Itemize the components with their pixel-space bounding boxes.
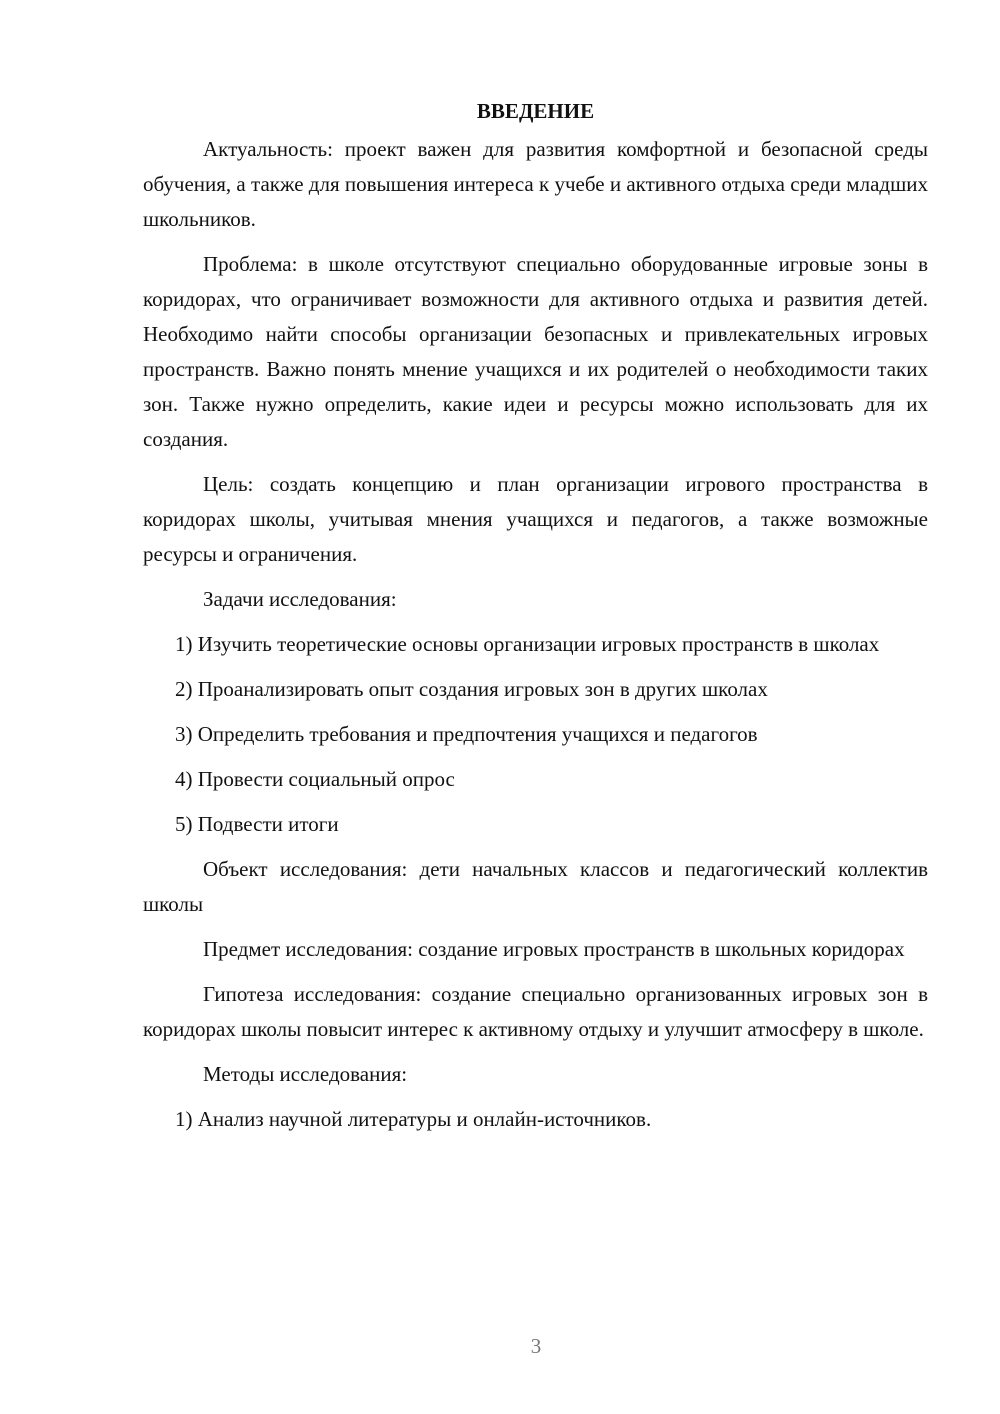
object-paragraph: Объект исследования: дети начальных классов и педагогический коллектив школы: [143, 857, 928, 916]
document-page: [143, 96, 928, 1147]
task-item: 5) Подвести итоги: [175, 812, 339, 836]
section-heading: ВВЕДЕНИЕ: [476, 99, 595, 123]
task-item: 3) Определить требования и предпочтения учащихся и педагогов: [175, 722, 758, 746]
page-number: 3: [530, 1334, 542, 1358]
hypothesis-paragraph: Гипотеза исследования: создание специально организованных игровых зон в коридорах школы повысит интерес к активному отдыху и улучшит атмосферу в школе.: [143, 982, 928, 1041]
methods-heading: Методы исследования:: [203, 1062, 408, 1086]
task-item: 2) Проанализировать опыт создания игровых зон в других школах: [175, 677, 768, 701]
method-item: 1) Анализ научной литературы и онлайн-источников.: [175, 1107, 652, 1131]
task-item: 1) Изучить теоретические основы организации игровых пространств в школах: [175, 632, 880, 656]
goal-paragraph: Цель: создать концепцию и план организации игрового пространства в коридорах школы, учитывая мнения учащихся и педагогов, а также возможные ресурсы и ограничения.: [143, 472, 928, 566]
subject-paragraph: Предмет исследования: создание игровых пространств в школьных коридорах: [203, 937, 905, 961]
problem-paragraph: Проблема: в школе отсутствуют специально оборудованные игровые зоны в коридорах, что ограничивает возможности для активного отдыха и развития детей. Необходимо найти способы организации безопасных и привлекательных игровых пространств. Важно понять мнение учащихся и их родителей о необходимости таких зон. Также нужно определить, какие идеи и ресурсы можно использовать для их создания.: [143, 252, 928, 451]
relevance-paragraph: Актуальность: проект важен для развития комфортной и безопасной среды обучения, а также для повышения интереса к учебе и активного отдыха среди младших школьников.: [143, 137, 928, 231]
task-item: 4) Провести социальный опрос: [175, 767, 455, 791]
tasks-heading: Задачи исследования:: [203, 587, 397, 611]
